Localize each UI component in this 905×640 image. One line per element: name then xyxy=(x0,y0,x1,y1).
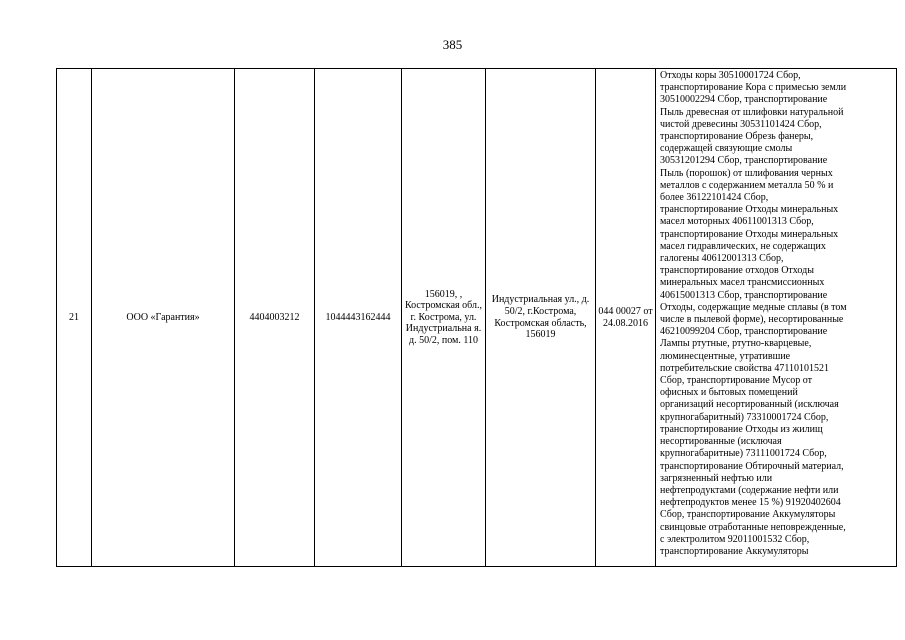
table-row xyxy=(57,69,897,567)
waste-line: Пыль древесная от шлифовки натуральной xyxy=(660,106,844,118)
waste-line: транспортирование Обтирочный материал, xyxy=(660,460,844,472)
waste-line: транспортирование Обрезь фанеры, xyxy=(660,131,814,143)
waste-line: люминесцентные, утратившие xyxy=(660,350,791,362)
waste-line: транспортирование Отходы из жилищ xyxy=(660,423,823,435)
organization-cell: ООО «Гарантия» xyxy=(92,69,235,567)
legal-address-cell: 156019, , Костромская обл., г. Кострома, ул. Индустриальна я. д. 50/2, пом. 110 xyxy=(402,69,486,567)
waste-line: 30531201294 Сбор, транспортирование xyxy=(660,155,828,167)
waste-line: нефтепродуктами (содержание нефти или xyxy=(660,484,839,496)
waste-line: масел моторных 40611001313 Сбор, xyxy=(660,216,814,228)
waste-types-cell xyxy=(656,69,897,567)
waste-line: загрязненный нефтью или xyxy=(660,472,773,484)
waste-line: нефтепродуктов менее 15 %) 91920402604 xyxy=(660,497,841,509)
waste-line: Сбор, транспортирование Мусор от xyxy=(660,375,813,387)
waste-line: организаций несортированный (исключая xyxy=(660,399,839,411)
waste-line: масел гидравлических, не содержащих xyxy=(660,240,826,252)
waste-line: транспортирование Аккумуляторы xyxy=(660,545,809,557)
waste-line: Отходы коры 30510001724 Сбор, xyxy=(660,70,801,81)
row-index-cell: 21 xyxy=(57,69,92,567)
license-cell: 044 00027 от 24.08.2016 xyxy=(596,69,656,567)
waste-line: Сбор, транспортирование Аккумуляторы xyxy=(660,509,836,521)
waste-line: крупногабаритный) 73310001724 Сбор, xyxy=(660,411,829,423)
waste-line: транспортирование Кора с примесью земли xyxy=(660,82,847,94)
waste-line: с электролитом 92011001532 Сбор, xyxy=(660,533,810,545)
waste-line: Пыль (порошок) от шлифования черных xyxy=(660,167,833,179)
waste-line: потребительские свойства 47110101521 xyxy=(660,362,829,374)
waste-line: свинцовые отработанные неповрежденные, xyxy=(660,521,846,533)
waste-line: Отходы, содержащие медные сплавы (в том xyxy=(660,301,847,313)
waste-line: 40615001313 Сбор, транспортирование xyxy=(660,289,828,301)
waste-line: содержащей связующие смолы xyxy=(660,143,793,155)
waste-line: крупногабаритные) 73111001724 Сбор, xyxy=(660,448,827,460)
waste-line: 46210099204 Сбор, транспортирование xyxy=(660,326,828,338)
page-number: 385 xyxy=(442,37,463,52)
waste-line: транспортирование отходов Отходы xyxy=(660,265,814,277)
ogrn-cell: 1044443162444 xyxy=(315,69,402,567)
waste-line: несортированные (исключая xyxy=(660,436,782,448)
waste-line: 30510002294 Сбор, транспортирование xyxy=(660,94,828,106)
waste-line: минеральных масел трансмиссионных xyxy=(660,277,825,289)
waste-line: галогены 40612001313 Сбор, xyxy=(660,253,784,265)
waste-line: Лампы ртутные, ртутно-кварцевые, xyxy=(660,338,812,350)
waste-line: транспортирование Отходы минеральных xyxy=(660,204,839,216)
registry-table xyxy=(56,68,897,567)
waste-line: чистой древесины 30531101424 Сбор, xyxy=(660,118,822,130)
waste-line: транспортирование Отходы минеральных xyxy=(660,228,839,240)
inn-cell: 4404003212 xyxy=(235,69,315,567)
actual-address-cell: Индустриальная ул., д. 50/2, г.Кострома, Костромская область, 156019 xyxy=(486,69,596,567)
waste-line: числе в пылевой форме), несортированные xyxy=(660,314,844,326)
waste-line: более 36122101424 Сбор, xyxy=(660,192,769,204)
waste-line: офисных и бытовых помещений xyxy=(660,387,798,399)
waste-line: металлов с содержанием металла 50 % и xyxy=(660,179,834,191)
